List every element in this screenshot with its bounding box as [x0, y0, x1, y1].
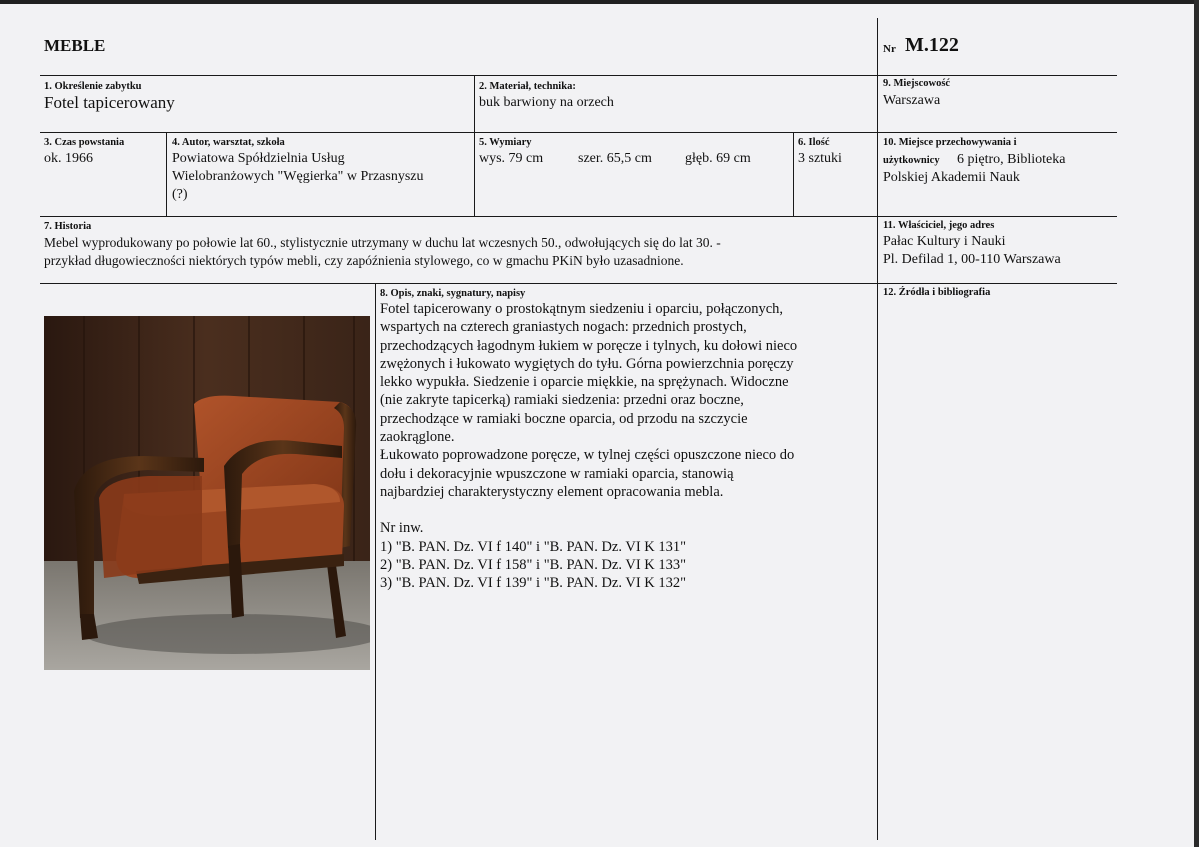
field-4-line: Wielobranżowych "Węgierka" w Przasnyszu	[172, 169, 424, 184]
armchair-photo	[44, 316, 370, 670]
field-1-value: Fotel tapicerowany	[44, 93, 175, 112]
rule-v-f8	[375, 283, 376, 840]
field-5-depth: głęb. 69 cm	[685, 151, 751, 166]
description-line: zaokrąglone.	[380, 429, 455, 446]
description-line: przechodzących łagodnym łukiem w poręcze i tylnych, ku dołowi nieco	[380, 337, 798, 354]
field-8-label: 8. Opis, znaki, sygnatury, napisy	[380, 288, 526, 299]
rule-row3	[40, 283, 1117, 284]
field-7-line: przykład długowieczności niektórych typów mebli, czy zapóźnienia stylowego, co w gmachu PKiN było uzasadnione.	[44, 253, 684, 268]
scan-edge-top	[0, 0, 1199, 4]
inventory-title: Nr inw.	[380, 520, 424, 537]
nr-prefix: Nr	[883, 43, 896, 55]
field-6-label: 6. Ilość	[798, 137, 830, 148]
field-3-label: 3. Czas powstania	[44, 137, 125, 148]
rule-header	[40, 75, 1117, 76]
description-line: zwężonych i łukowato wygiętych do tyłu. Górna powierzchnia poręczy	[380, 355, 794, 372]
field-10-value-2: Polskiej Akademii Nauk	[883, 170, 1020, 185]
field-4-label: 4. Autor, warsztat, szkoła	[172, 137, 285, 148]
field-5-label: 5. Wymiary	[479, 137, 532, 148]
field-11-line: Pl. Defilad 1, 00-110 Warszawa	[883, 252, 1061, 267]
field-4-line: (?)	[172, 187, 188, 202]
category-title: MEBLE	[44, 36, 106, 55]
field-3-value: ok. 1966	[44, 151, 93, 166]
inventory-line: 2) "B. PAN. Dz. VI f 158" i "B. PAN. Dz. VI K 133"	[380, 556, 687, 573]
rule-v-right	[877, 18, 878, 840]
field-4-line: Powiatowa Spółdzielnia Usług	[172, 151, 345, 166]
field-5-height: wys. 79 cm	[479, 151, 544, 166]
description-line: Fotel tapicerowany o prostokątnym siedzeniu i oparciu, połączonych,	[380, 301, 784, 317]
rule-v-f4	[166, 132, 167, 217]
description-line: dołu i dekoracyjnie wpuszczone w ramiaki oparcia, stanowią	[380, 465, 734, 482]
description-line: przechodzące w ramiaki boczne oparcia, od przodu na szczycie	[380, 410, 748, 427]
field-2-value: buk barwiony na orzech	[479, 95, 614, 110]
field-7-line: Mebel wyprodukowany po połowie lat 60., stylistycznie utrzymany w duchu lat wczesnych 50., odwołujących się do lat 30. -	[44, 235, 721, 250]
nr-value: M.122	[905, 34, 959, 56]
inventory-line: 3) "B. PAN. Dz. VI f 139" i "B. PAN. Dz. VI K 132"	[380, 575, 687, 592]
field-11-label: 11. Właściciel, jego adres	[883, 220, 995, 231]
description-line: Łukowato poprowadzone poręcze, w tylnej części opuszczone nieco do	[380, 447, 795, 464]
inventory-line: 1) "B. PAN. Dz. VI f 140" i "B. PAN. Dz. VI K 131"	[380, 538, 687, 555]
description-line: najbardziej charakterystyczny element opracowania mebla.	[380, 483, 724, 500]
field-7-label: 7. Historia	[44, 221, 92, 232]
description-line: wspartych na czterech graniastych nogach: przednich prostych,	[380, 319, 747, 336]
field-2-label: 2. Materiał, technika:	[479, 81, 576, 92]
field-6-value: 3 sztuki	[798, 151, 842, 166]
rule-v-f2	[474, 75, 475, 217]
field-9-value: Warszawa	[883, 93, 941, 108]
field-8-description	[380, 300, 874, 592]
field-10-value: 6 piętro, Biblioteka	[957, 152, 1066, 167]
scan-edge-right	[1194, 0, 1199, 847]
rule-row1	[40, 132, 1117, 133]
rule-row2	[40, 216, 1117, 217]
rule-v-f6	[793, 132, 794, 217]
field-10-label: 10. Miejsce przechowywania i	[883, 137, 1017, 148]
field-1-label: 1. Określenie zabytku	[44, 81, 142, 92]
field-11-line: Pałac Kultury i Nauki	[883, 234, 1006, 249]
field-9-label: 9. Miejscowość	[883, 78, 951, 89]
description-line: (nie zakryte tapicerką) ramiaki siedzenia: przedni oraz boczne,	[380, 392, 744, 409]
field-12-label: 12. Źródła i bibliografia	[883, 287, 991, 298]
field-10-label-2: użytkownicy	[883, 155, 940, 166]
field-5-width: szer. 65,5 cm	[578, 151, 652, 166]
description-line: lekko wypukła. Siedzenie i oparcie miękkie, na sprężynach. Widoczne	[380, 374, 789, 391]
